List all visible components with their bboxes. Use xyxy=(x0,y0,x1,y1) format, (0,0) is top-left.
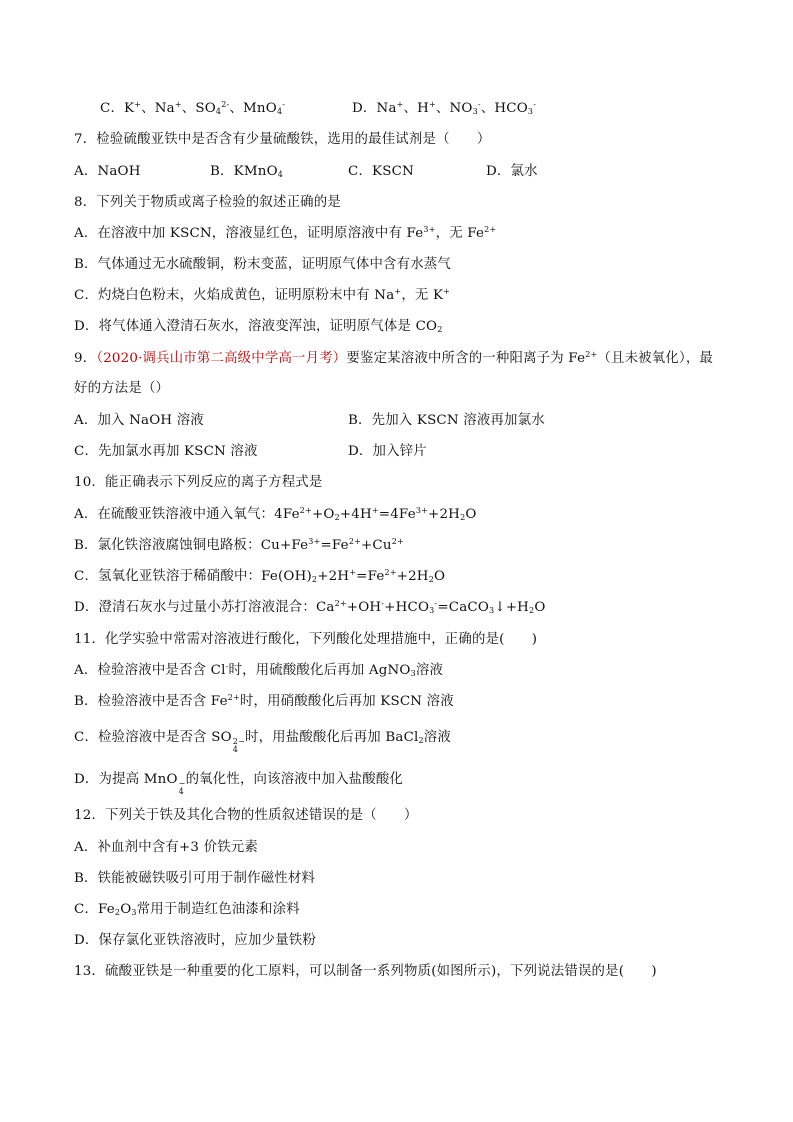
q7-stem: 7．检验硫酸亚铁中是否含有少量硫酸铁，选用的最佳试剂是（ ） xyxy=(74,132,491,147)
q10-stem: 10．能正确表示下列反应的离子方程式是 xyxy=(74,475,323,490)
q8-option-b: B．气体通过无水硫酸铜，粉末变蓝，证明原气体中含有水蒸气 xyxy=(74,257,451,272)
q10-option-b: B．氯化铁溶液腐蚀铜电路板：$Cu+Fe^{3+}=Fe^{2+}+Cu^{2+}$ xyxy=(74,537,404,553)
q6-options-cd xyxy=(100,100,537,118)
q13-stem: 13．硫酸亚铁是一种重要的化工原料，可以制备一系列物质(如图所示)，下列说法错误的是( ) xyxy=(74,964,657,979)
q9-options-ab xyxy=(74,412,545,430)
q11-option-c: C．检验溶液中是否含 SO 2− 4 时，用盐酸酸化后再加 BaCl$_2$溶液 xyxy=(74,730,451,754)
q12-option-b: B．铁能被磁铁吸引可用于制作磁性材料 xyxy=(74,871,316,886)
q9-stem-line1 xyxy=(74,350,713,368)
option-d: D．氯水 xyxy=(486,164,538,179)
q8-option-d: D．将气体通入澄清石灰水，溶液变浑浊，证明原气体是 $CO_2$ xyxy=(74,319,443,334)
q12-option-d: D．保存氯化亚铁溶液时，应加少量铁粉 xyxy=(74,933,316,948)
q11-stem: 11．化学实验中常需对溶液进行酸化，下列酸化处理措施中，正确的是( ) xyxy=(74,632,538,647)
q8-option-c: C．灼烧白色粉末，火焰成黄色，证明原粉末中有 Na+，无 K+ xyxy=(74,287,451,303)
option-a: A．加入 NaOH 溶液 xyxy=(74,413,204,428)
q7-options xyxy=(74,163,574,181)
q9-stem-line2: 好的方法是（） xyxy=(74,381,170,396)
q10-option-d: D．澄清石灰水与过量小苏打溶液混合：$Ca^{2+}+OH^-+HCO_3^-=CaCO_3↓+H_2O$ xyxy=(74,599,546,615)
q10-option-a: A．在硫酸亚铁溶液中通入氧气：$4Fe^{2+}+O_2+4H^+=4Fe^{3+}+2H_2O$ xyxy=(74,506,477,522)
question-text: 要鉴定某溶液中所含的一种阳离子为 $Fe^{2+}$（且未被氧化），最 xyxy=(346,350,714,366)
question-number: 9． xyxy=(74,351,97,366)
option-c: C．KSCN xyxy=(348,164,414,179)
q12-option-a: A．补血剂中含有+3 价铁元素 xyxy=(74,840,258,855)
q12-stem: 12．下列关于铁及其化合物的性质叙述错误的是（ ） xyxy=(74,808,418,823)
option-b: B．先加入 KSCN 溶液再加氯水 xyxy=(348,413,545,428)
option-d: D．加入锌片 xyxy=(348,444,427,459)
q10-option-c: C．氢氧化亚铁溶于稀硝酸中：$Fe(OH)_2+2H^+=Fe^{2+}+2H_2O$ xyxy=(74,568,446,584)
option-b: B．KMnO$_4$ xyxy=(210,164,284,179)
option-c: C．K+、Na+、$SO_4^{2-}$、MnO$_4$- xyxy=(100,100,286,116)
q11-option-a: A．检验溶液中是否含 Cl-时，用硫酸酸化后再加 AgNO$_3$溶液 xyxy=(74,662,444,678)
q9-options-cd xyxy=(74,443,427,461)
q12-option-c: C．$Fe_2O_3$常用于制造红色油漆和涂料 xyxy=(74,902,300,917)
option-c: C．先加氯水再加 KSCN 溶液 xyxy=(74,444,258,459)
q8-stem: 8．下列关于物质或离子检验的叙述正确的是 xyxy=(74,195,341,210)
q11-option-b: B．检验溶液中是否含 $Fe^{2+}$时，用硝酸酸化后再加 KSCN 溶液 xyxy=(74,693,454,709)
q8-option-a: A．在溶液中加 KSCN，溶液显红色，证明原溶液中有 $Fe^{3+}$，无 $Fe^{2+}$ xyxy=(74,225,497,241)
option-d: D．Na+、H+、$NO_3^-$、$HCO_3^-$ xyxy=(352,100,537,116)
q11-option-d: D．为提高 MnO − 4 的氧化性，向该溶液中加入盐酸酸化 xyxy=(74,772,404,796)
question-source: （2020·调兵山市第二高级中学高一月考） xyxy=(96,351,347,366)
option-a: A．NaOH xyxy=(74,164,141,179)
